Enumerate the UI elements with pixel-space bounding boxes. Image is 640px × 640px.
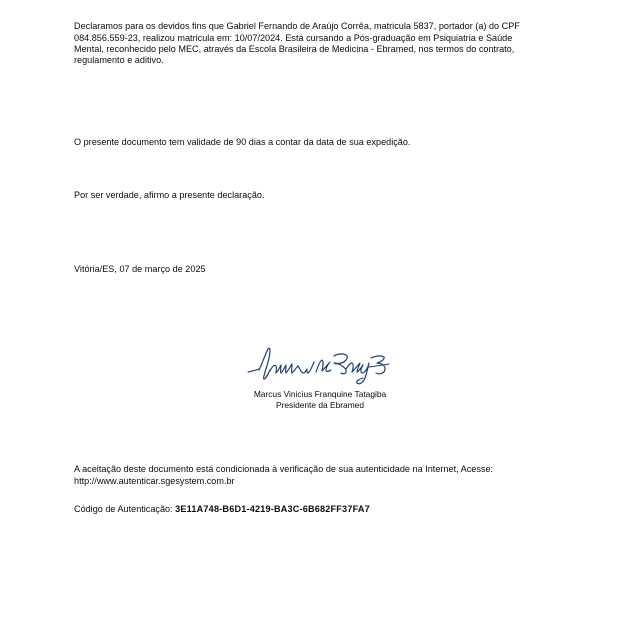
signer-title: Presidente da Ebramed <box>276 399 364 410</box>
intro-paragraph: Declaramos para os devidos fins que Gabriel Fernando de Araújo Corrêa, matricula 5837, portador (a) do CPF 084.856.559-23, realizou matricula em: 10/07/2024. Está cursando a Pós-graduação em Psiquiatria e Saúde Mental, reconhecido pelo MEC, através da Escola Brasileira de Medicina - Ebramed, nos termos do contrato, regulamento e aditivo. <box>74 21 520 66</box>
authentication-code-line <box>74 504 530 515</box>
place-and-date-line: Vitória/ES, 07 de março de 2025 <box>74 264 206 275</box>
authentication-code-value: 3E11A748-B6D1-4219-BA3C-6B682FF37FA7 <box>175 504 370 515</box>
validity-paragraph: O presente documento tem validade de 90 dias a contar da data de sua expedição. <box>74 137 411 148</box>
signer-name: Marcus Vinicius Franquine Tatagiba <box>253 389 387 399</box>
authentication-code-label: Código de Autenticação: <box>74 504 173 515</box>
truth-statement-paragraph: Por ser verdade, afirmo a presente declaração. <box>74 190 265 201</box>
authenticity-note: A aceitação deste documento está condicionada à verificação de sua autenticidade na Internet, Acesse: http://www.autenticar.sgesystem.com.br <box>74 464 494 486</box>
signature-block <box>0 342 640 410</box>
handwritten-signature-icon <box>245 342 395 388</box>
